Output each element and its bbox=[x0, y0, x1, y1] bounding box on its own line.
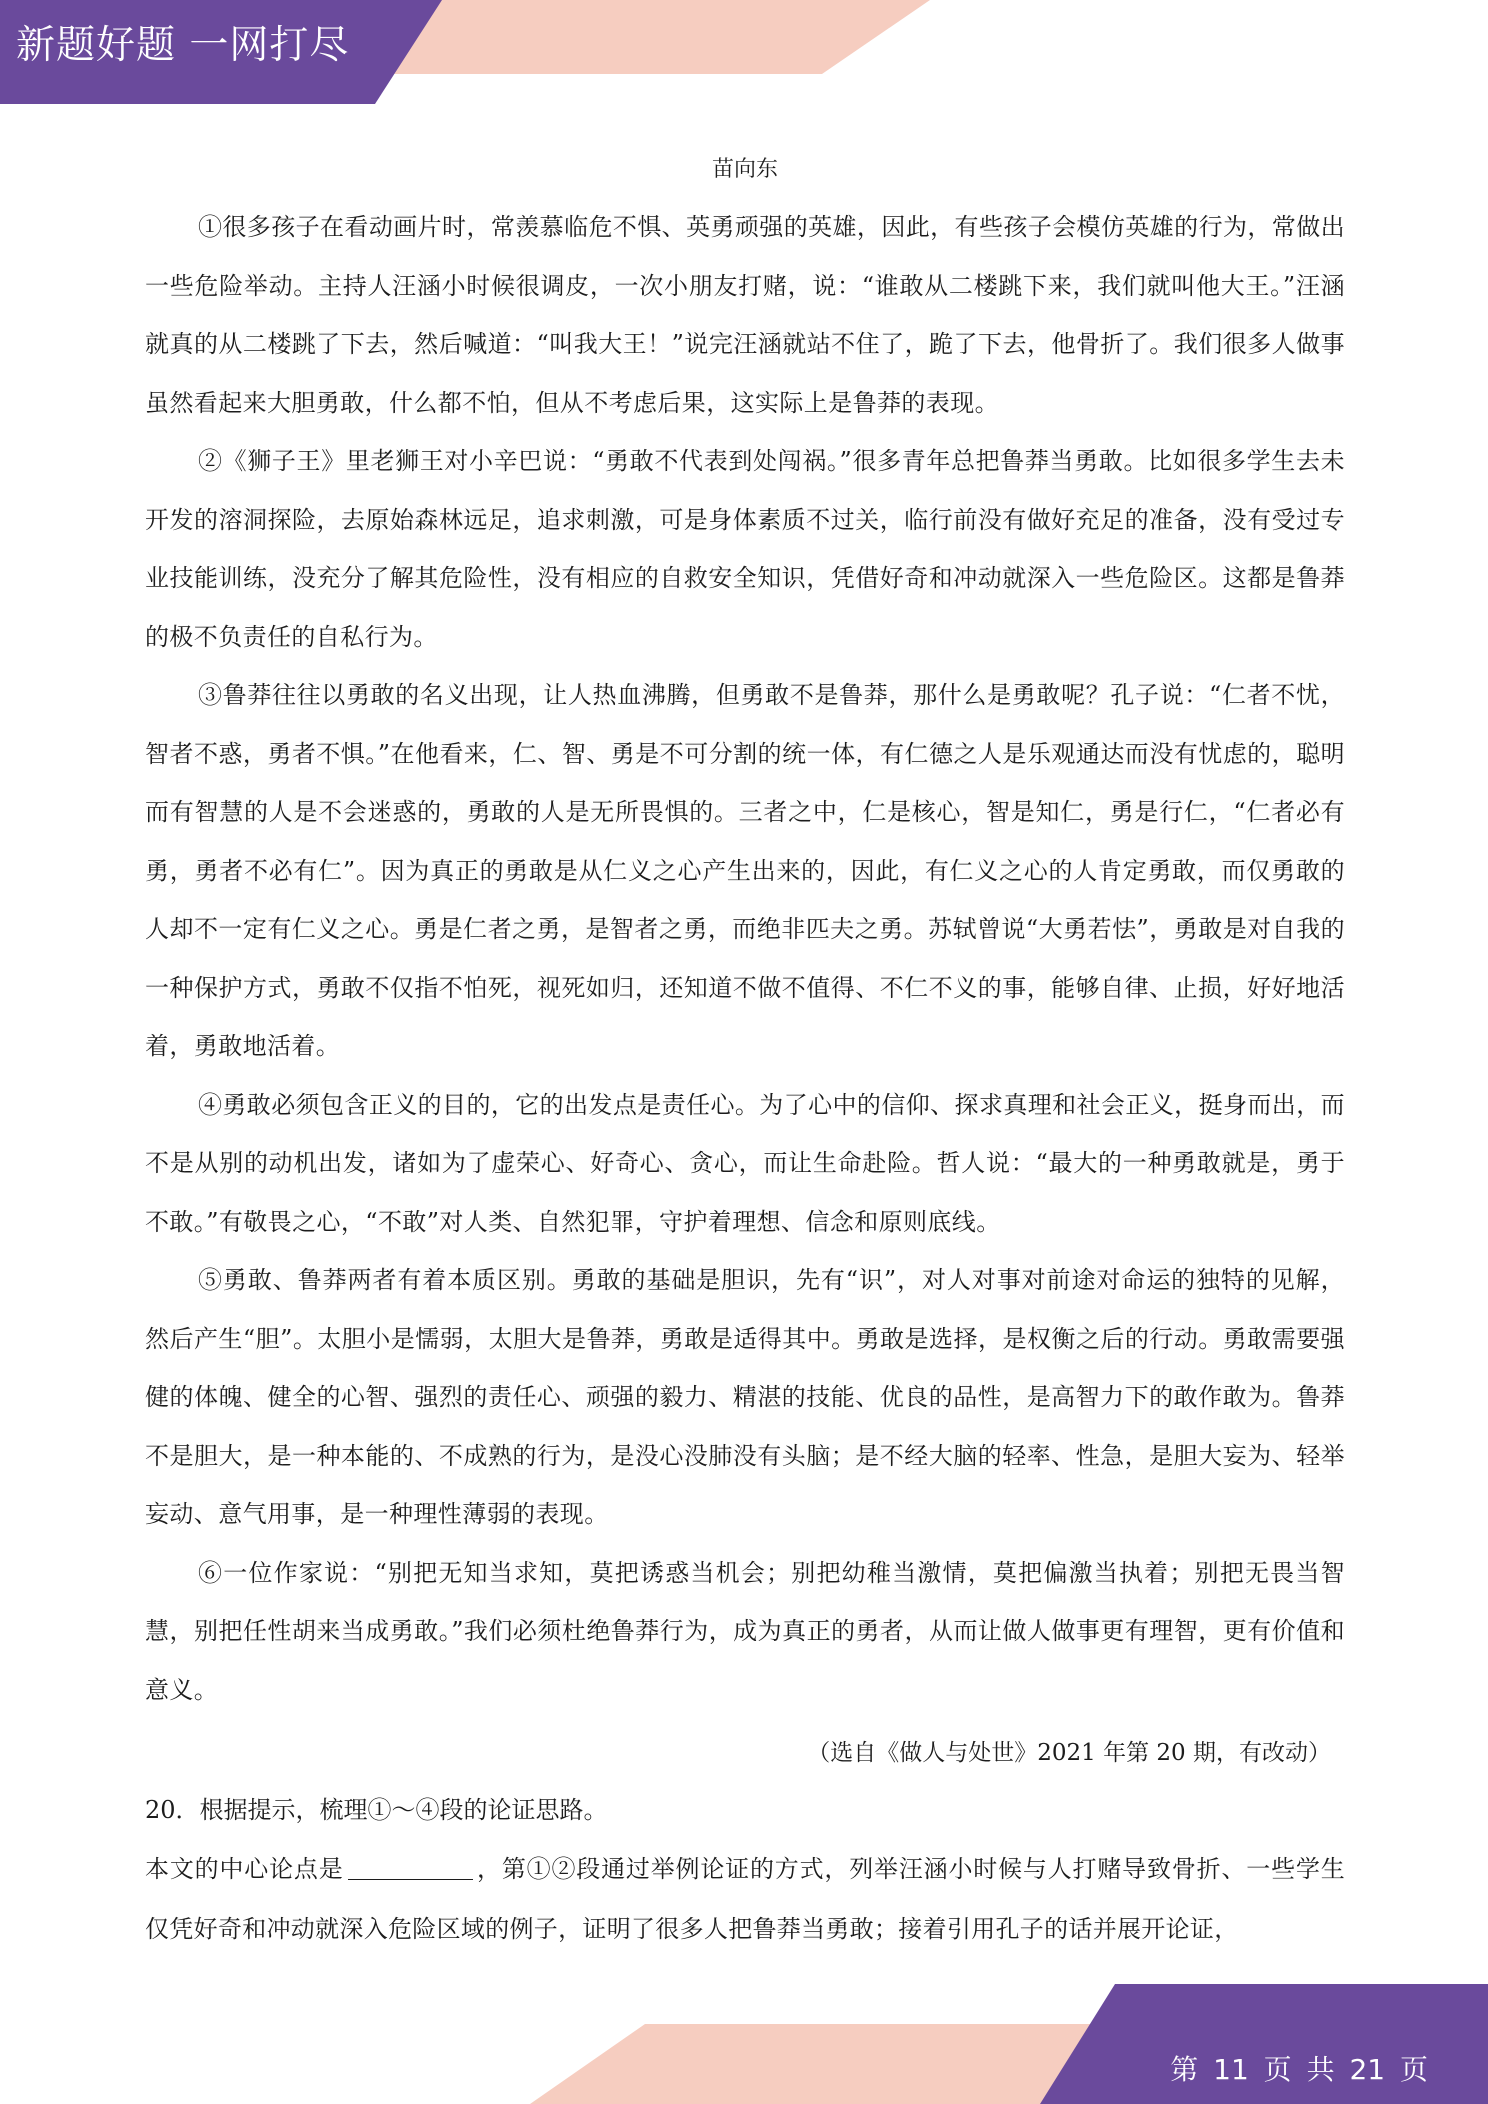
article-paragraph-1: ①很多孩子在看动画片时，常羡慕临危不惧、英勇顽强的英雄，因此，有些孩子会模仿英雄的行为，常做出一些危险举动。主持人汪涵小时候很调皮，一次小朋友打赌，说：“谁敢从二楼跳下来，我们就叫他大王。”汪涵就真的从二楼跳了下去，然后喊道：“叫我大王！”说完汪涵就站不住了，跪了下去，他骨折了。我们很多人做事虽然看起来大胆勇敢，什么都不怕，但从不考虑后果，这实际上是鲁莽的表现。 bbox=[145, 213, 1345, 417]
answer-blank[interactable] bbox=[348, 1853, 473, 1880]
article-paragraph-4: ④勇敢必须包含正义的目的，它的出发点是责任心。为了心中的信仰、探求真理和社会正义，挺身而出，而不是从别的动机出发，诸如为了虚荣心、好奇心、贪心，而让生命赴险。哲人说：“最大的一种勇敢就是，勇于不敢。”有敬畏之心，“不敢”对人类、自然犯罪，守护着理想、信念和原则底线。 bbox=[145, 1090, 1345, 1236]
article-paragraph-2: ②《狮子王》里老狮王对小辛巴说：“勇敢不代表到处闯祸。”很多青年总把鲁莽当勇敢。比如很多学生去未开发的溶洞探险，去原始森林远足，追求刺激，可是身体素质不过关，临行前没有做好充足的准备，没有受过专业技能训练，没充分了解其危险性，没有相应的自救安全知识，凭借好奇和冲动就深入一些危险区。这都是鲁莽的极不负责任的自私行为。 bbox=[145, 447, 1345, 651]
article-source: （选自《做人与处世》2021 年第 20 期，有改动） bbox=[807, 1740, 1331, 1766]
question-stem: 20．根据提示，梳理①～④段的论证思路。 bbox=[145, 1796, 608, 1824]
article-paragraph-6: ⑥一位作家说：“别把无知当求知，莫把诱惑当机会；别把幼稚当激情，莫把偏激当执着；别把无畏当智慧，别把任性胡来当成勇敢。”我们必须杜绝鲁莽行为，成为真正的勇者，从而让做人做事更有理智，更有价值和意义。 bbox=[145, 1558, 1345, 1704]
answer-rest: ，第①②段通过举例论证的方式，列举汪涵小时候与人打赌导致骨折、一些学生仅凭好奇和冲动就深入危险区域的例子，证明了很多人把鲁莽当勇敢；接着引用孔子的话并展开论证， bbox=[145, 1855, 1345, 1943]
page-number: 第 11 页 共 21 页 bbox=[1170, 2053, 1428, 2086]
article-paragraph-5: ⑤勇敢、鲁莽两者有着本质区别。勇敢的基础是胆识，先有“识”，对人对事对前途对命运的独特的见解，然后产生“胆”。太胆小是懦弱，太胆大是鲁莽，勇敢是适得其中。勇敢是选择，是权衡之后的行动。勇敢需要强健的体魄、健全的心智、强烈的责任心、顽强的毅力、精湛的技能、优良的品性，是高智力下的敢作敢为。鲁莽不是胆大，是一种本能的、不成熟的行为，是没心没肺没有头脑；是不经大脑的轻率、性急，是胆大妄为、轻举妄动、意气用事，是一种理性薄弱的表现。 bbox=[145, 1266, 1345, 1528]
article-author: 苗向东 bbox=[711, 157, 778, 182]
footer-peach-stripe bbox=[530, 2024, 1110, 2104]
answer-paragraph bbox=[145, 1839, 1345, 1959]
article-paragraph-3: ③鲁莽往往以勇敢的名义出现，让人热血沸腾，但勇敢不是鲁莽，那什么是勇敢呢？孔子说：“仁者不忧，智者不惑，勇者不惧。”在他看来，仁、智、勇是不可分割的统一体，有仁德之人是乐观通达而没有忧虑的，聪明而有智慧的人是不会迷惑的，勇敢的人是无所畏惧的。三者之中，仁是核心，智是知仁，勇是行仁，“仁者必有勇，勇者不必有仁”。因为真正的勇敢是从仁义之心产生出来的，因此，有仁义之心的人肯定勇敢，而仅勇敢的人却不一定有仁义之心。勇是仁者之勇，是智者之勇，而绝非匹夫之勇。苏轼曾说“大勇若怯”，勇敢是对自我的一种保护方式，勇敢不仅指不怕死，视死如归，还知道不做不值得、不仁不义的事，能够自律、止损，好好地活着，勇敢地活着。 bbox=[145, 681, 1345, 1060]
header-title: 新题好题 一网打尽 bbox=[16, 23, 350, 68]
article bbox=[145, 150, 1345, 1959]
answer-prefix: 本文的中心论点是 bbox=[145, 1855, 344, 1883]
